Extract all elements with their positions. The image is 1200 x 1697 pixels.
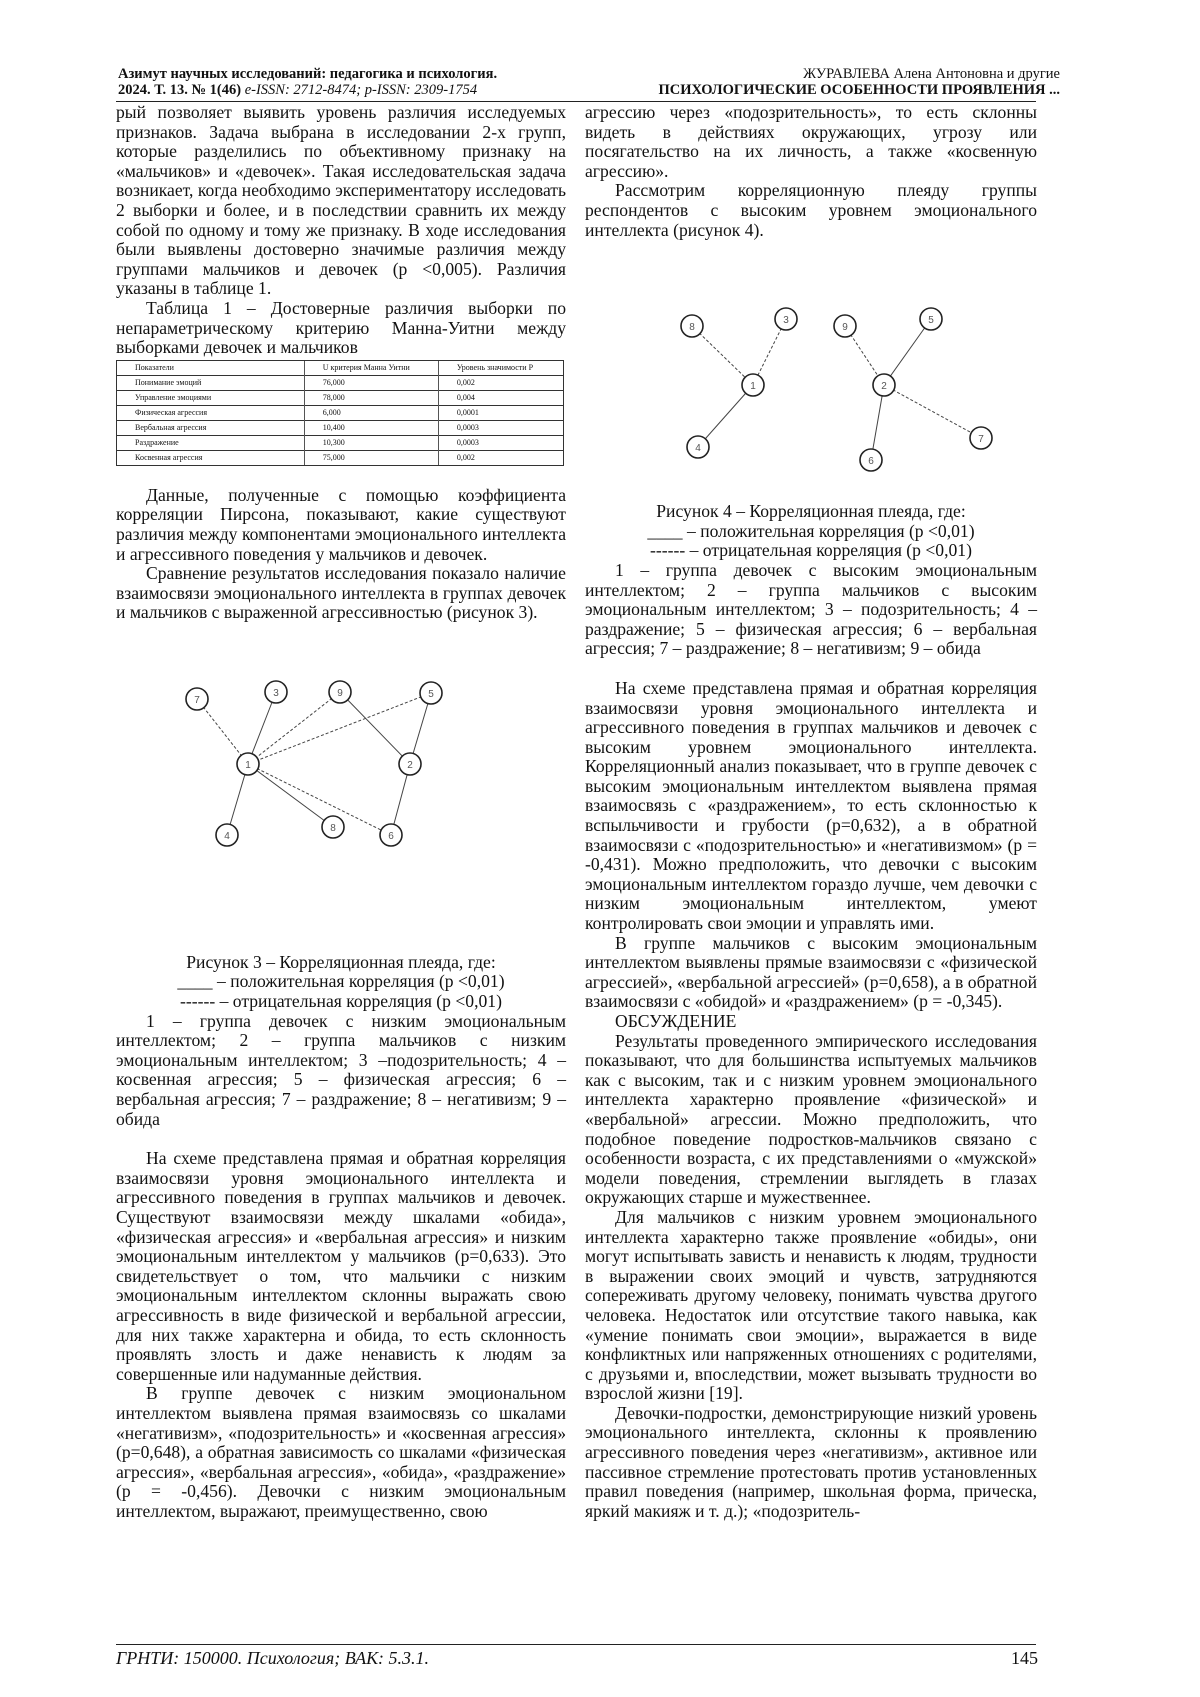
figure-3-container: [116, 623, 566, 953]
graph-node: [775, 308, 797, 330]
figure-4-container: [585, 240, 1037, 502]
table-cell: 0,0003: [438, 435, 563, 450]
journal-issn: e-ISSN: 2712-8474; p-ISSN: 2309-1754: [244, 82, 478, 98]
graph-node: [186, 688, 208, 710]
caption-title: Рисунок 3 – Корреляционная плеяда, где:: [186, 951, 496, 972]
caption-title: Рисунок 4 – Корреляционная плеяда, где:: [656, 501, 966, 522]
paragraph-text: На схеме представлена прямая и обратная корреляция взаимосвязи уровня эмоционального интеллекта и агрессивного поведения в группах мальчиков и девочек. Существуют взаимосвязи между шкалами «обида», «физическая агрессия» и «вербальная агрессия» и низким эмоциональным интеллектом у мальчиков (р=0,633). Это свидетельствует о том, что мальчики с низким эмоциональным интеллектом склонны выражать свою агрессивность в виде физической и вербальной агрессии, для них также характерна и обида, то есть склонность проявлять злость и даже ненависть к людям за совершенные или надуманные действия.: [116, 1148, 566, 1384]
mann-whitney-table: [116, 360, 564, 466]
table-cell: Раздражение: [117, 435, 305, 450]
footer-divider: [116, 1644, 1036, 1645]
positive-correlation-edge: [698, 385, 753, 447]
graph-node: [970, 427, 992, 449]
graph-node: [216, 824, 238, 846]
node-label: 4: [695, 443, 701, 455]
caption-text: Таблица 1 – Достоверные различия выборки по непараметрическому критерию Манна-Уитни между выборками девочек и мальчиков: [116, 297, 566, 358]
graph-node: [860, 449, 882, 471]
table-cell: 6,000: [304, 405, 438, 420]
paragraph-text: Для мальчиков с низким уровнем эмоционального интеллекта характерно также проявление «обиды», они могут испытывать зависть и ненависть к людям, трудности в выражении своих эмоций и чувств, затрудняются сопереживать другому человеку, понимать чувства другого человека. Недостаток или отсутствие такого навыка, как «умение понимать свои эмоции», выражается в виде конфликтных или напряженных отношениях с родителями, с друзьями и, впоследствии, может вызывать трудности во взрослой жизни [19].: [585, 1206, 1037, 1404]
graph-node: [681, 315, 703, 337]
left-paragraph-4: [116, 1149, 566, 1384]
table-row: [117, 420, 564, 435]
node-label: 5: [428, 688, 434, 700]
right-paragraph-4: [585, 934, 1037, 1012]
graph-node: [873, 374, 895, 396]
right-column: [585, 103, 1037, 1521]
table-cell: Вербальная агрессия: [117, 420, 305, 435]
spacer: [116, 466, 566, 486]
page-number: 145: [1011, 1648, 1038, 1668]
node-label: 9: [842, 322, 848, 334]
node-label: 2: [407, 759, 413, 771]
node-label: 9: [337, 687, 343, 699]
paragraph-text: Девочки-подростки, демонстрирующие низкий уровень эмоционального интеллекта, склонны к проявлению агрессивного поведения через «негативизм», активное или пассивное стремление протестовать против установленных правил поведения (например, школьная форма, прическа, яркий макияж и т. д.); «подозритель-: [585, 1402, 1037, 1521]
node-label: 7: [194, 694, 200, 706]
left-paragraph-2: [116, 486, 566, 564]
article-running-title: ПСИХОЛОГИЧЕСКИЕ ОСОБЕННОСТИ ПРОЯВЛЕНИЯ ...: [658, 82, 1060, 98]
negative-correlation-edge: [197, 699, 248, 764]
paragraph-text: На схеме представлена прямая и обратная корреляция взаимосвязи уровня эмоционального интеллекта и агрессивного поведения в группах мальчиков и девочек с высоким уровнем эмоционального интеллекта. Корреляционный анализ показывает, что в группе девочек с высоким эмоциональным интеллектом выявлена прямая взаимосвязь с «раздражением», то есть склонностью к вспыльчивости и грубости (р=0,632), а в обратной взаимосвязи с «подозрительностью» и «негативизмом» (р = -0,431). Можно предположить, что девочки с высоким эмоциональным интеллектом гораздо лучше, чем девочки с низким эмоциональным интеллектом, умеют контролировать свои эмоции и управлять ими.: [585, 677, 1037, 934]
section-heading-discussion: ОБСУЖДЕНИЕ: [615, 1011, 737, 1031]
graph-node: [237, 753, 259, 775]
right-paragraph-5: [585, 1032, 1037, 1208]
table-cell: 78,000: [304, 390, 438, 405]
paragraph-text: В группе девочек с низким эмоциональном интеллектом выявлена прямая взаимосвязь со шкалами «негативизм», «подозрительность» и «косвенная агрессия» (р=0,648), а обратная зависимость со шкалами «физическая агрессия», «вербальная агрессия», «обида», «раздражение» (р = -0,456). Девочки с низким эмоциональным интеллектом, выражают, преимущественно, свою: [116, 1383, 566, 1521]
graph-node: [399, 753, 421, 775]
table-cell: 0,0001: [438, 405, 563, 420]
spacer: [116, 1129, 566, 1149]
positive-correlation-edge: [248, 764, 333, 827]
node-label: 8: [689, 322, 695, 334]
legend-negative: ------ – отрицательная корреляция (р <0,01): [650, 540, 972, 561]
figure-3-caption: [116, 953, 566, 1129]
left-paragraph-5: [116, 1384, 566, 1521]
journal-name: Азимут научных исследований: педагогика и психология.: [118, 66, 498, 82]
paragraph-text: Рассмотрим корреляционную плеяду группы респондентов с высоким уровнем эмоционального интеллекта (рисунок 4).: [585, 180, 1037, 240]
table-row: [117, 405, 564, 420]
table-cell: Уровень значимости P: [438, 360, 563, 375]
table-cell: Физическая агрессия: [117, 405, 305, 420]
paragraph-text: рый позволяет выявить уровень различия исследуемых признаков. Задача выбрана в исследовании 2-х групп, которые разделились по объективному признаку на «мальчиков» и «девочек». Такая исследовательская задача возникает, когда необходимо экспериментатору исследовать 2 выборки и более, и в последствии сравнить их между собой по одному и тому же признаку. В ходе исследования были выявлены достоверно значимые различия между группами мальчиков и девочек (р <0,005). Различия указаны в таблице 1.: [116, 102, 567, 299]
graph-node: [265, 681, 287, 703]
table-cell: 10,400: [304, 420, 438, 435]
right-paragraph-3: [585, 679, 1037, 934]
legend-positive: ____ – положительная корреляция (р <0,01): [647, 520, 975, 541]
figure-3-correlation-graph: [116, 647, 566, 897]
paragraph-text: В группе мальчиков с высоким эмоциональным интеллектом выявлены прямые взаимосвязи с «физической агрессией», «вербальной агрессией» (р=0,658), а в обратной взаимосвязи с «обидой» и «раздражением» (р = -0,345).: [585, 932, 1037, 1012]
table-row: [117, 375, 564, 390]
node-label: 8: [330, 822, 336, 834]
graph-node: [742, 374, 764, 396]
table-cell: Понимание эмоций: [117, 375, 305, 390]
article-header: [658, 66, 1060, 98]
journal-issue: 2024. Т. 13. № 1(46): [118, 82, 242, 98]
right-paragraph-2: [585, 181, 1037, 240]
journal-header: [118, 66, 497, 98]
table-row: [117, 435, 564, 450]
node-label: 1: [245, 759, 251, 771]
left-paragraph-1: [116, 103, 566, 299]
node-label: 4: [224, 830, 230, 842]
legend-text: 1 – группа девочек с высоким эмоциональным интеллектом; 2 – группа мальчиков с высоким эмоциональным интеллектом; 3 – подозрительность; 4 – раздражение; 5 – физическая агрессия; 6 – вербальная агрессия; 7 – раздражение; 8 – негативизм; 9 – обида: [585, 559, 1037, 659]
graph-node: [920, 308, 942, 330]
node-label: 6: [868, 456, 874, 468]
left-paragraph-3: [116, 564, 566, 623]
paragraph-text: Сравнение результатов исследования показало наличие взаимосвязи эмоционального интеллекта в группах девочек и мальчиков с выраженной агрессивностью (рисунок 3).: [116, 563, 566, 623]
table-cell: 0,002: [438, 375, 563, 390]
node-label: 3: [783, 315, 789, 327]
paragraph-text: Результаты проведенного эмпирического исследования показывают, что для большинства испытуемых мальчиков как с высоким, так и с низким уровнем эмоционального интеллекта характерно проявление «физической» и «вербальной» агрессии. Можно предположить, что подобное поведение подростков-мальчиков связано с особенности возраста, с их представлениями о «мужской» модели поведения, стремлении выглядеть в глазах окружающих старше и мужественнее.: [585, 1030, 1037, 1208]
table-cell: 0,002: [438, 450, 563, 465]
table-cell: 0,004: [438, 390, 563, 405]
node-label: 3: [273, 687, 279, 699]
table-row: [117, 390, 564, 405]
table-row: [117, 360, 564, 375]
paragraph-text: агрессию через «подозрительность», то есть склонны видеть в действиях окружающих, угрозу или посягательство на их личность, а также «косвенную агрессию».: [585, 102, 1037, 181]
right-paragraph-7: [585, 1404, 1037, 1522]
table-cell: U критерия Манна Уитни: [304, 360, 438, 375]
graph-node: [322, 816, 344, 838]
table-cell: 75,000: [304, 450, 438, 465]
table-cell: 76,000: [304, 375, 438, 390]
legend-text: 1 – группа девочек с низким эмоциональным интеллектом; 2 – группа мальчиков с низким эмоциональным интеллектом; 3 –подозрительность; 4 – косвенная агрессия; 5 – физическая агрессия; 6 – вербальная агрессия; 7 – раздражение; 8 – негативизм; 9 – обида: [116, 1010, 566, 1129]
positive-correlation-edge: [340, 692, 410, 764]
negative-correlation-edge: [248, 764, 391, 835]
left-column: [116, 103, 566, 1522]
negative-correlation-edge: [884, 385, 981, 438]
negative-correlation-edge: [692, 326, 753, 385]
footer-classification: ГРНТИ: 150000. Психология; ВАК: 5.3.1.: [116, 1648, 430, 1668]
table-cell: 0,0003: [438, 420, 563, 435]
legend-negative: ------ – отрицательная корреляция (р <0,01): [180, 991, 502, 1012]
node-label: 2: [881, 381, 887, 393]
node-label: 1: [750, 381, 756, 393]
table-cell: 10,300: [304, 435, 438, 450]
node-label: 5: [928, 315, 934, 327]
legend-positive: ____ – положительная корреляция (р <0,01): [177, 971, 505, 992]
table-row: [117, 450, 564, 465]
spacer: [585, 659, 1037, 679]
graph-node: [834, 315, 856, 337]
table-cell: Показатели: [117, 360, 305, 375]
figure-4-correlation-graph: [585, 290, 1037, 490]
figure-4-caption: [585, 502, 1037, 659]
right-paragraph-6: [585, 1208, 1037, 1404]
node-label: 6: [388, 830, 394, 842]
graph-node: [380, 824, 402, 846]
graph-node: [420, 682, 442, 704]
table-caption: [116, 299, 566, 358]
table-cell: Косвенная агрессия: [117, 450, 305, 465]
node-label: 7: [978, 434, 984, 446]
graph-node: [329, 681, 351, 703]
graph-node: [687, 436, 709, 458]
right-paragraph-1: [585, 103, 1037, 181]
positive-correlation-edge: [884, 319, 931, 385]
table-cell: Управление эмоциями: [117, 390, 305, 405]
article-authors: ЖУРАВЛЕВА Алена Антоновна и другие: [803, 66, 1060, 82]
paragraph-text: Данные, полученные с помощью коэффициента корреляции Пирсона, показывают, какие существуют различия между компонентами эмоционального интеллекта и агрессивного поведения у мальчиков и девочек.: [116, 484, 566, 564]
